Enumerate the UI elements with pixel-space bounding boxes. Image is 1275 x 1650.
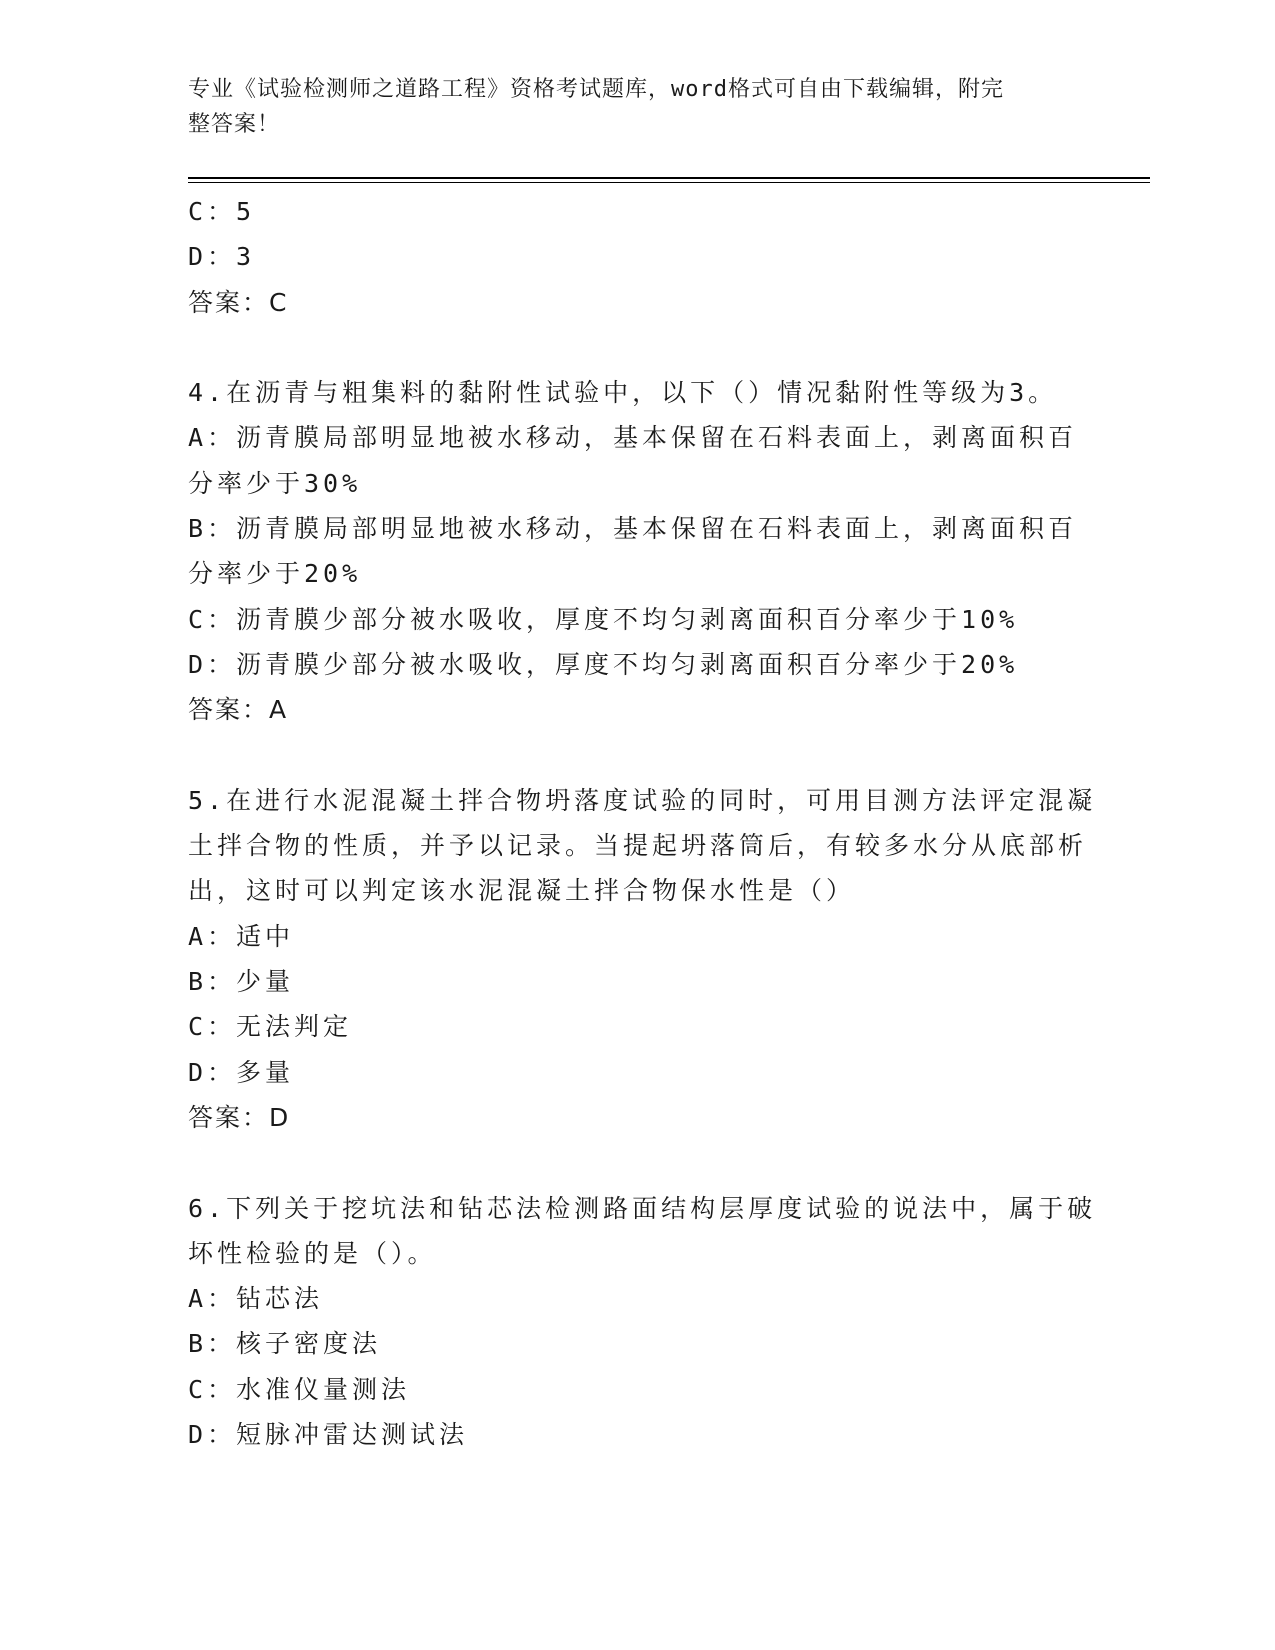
option-b-continued: 分率少于20% — [188, 559, 362, 589]
question-3-tail — [188, 189, 1088, 325]
header-divider-thin — [188, 182, 1150, 183]
question-stem: 6.下列关于挖坑法和钻芯法检测路面结构层厚度试验的说法中，属于破 — [188, 1193, 1097, 1223]
spacer — [188, 733, 1088, 778]
option-d: D：短脉冲雷达测试法 — [188, 1420, 469, 1450]
page-header — [188, 72, 1068, 142]
option-d: D：3 — [188, 242, 256, 272]
answer-label: 答案：C — [188, 287, 289, 317]
question-stem-continued: 土拌合物的性质，并予以记录。当提起坍落筒后，有较多水分从底部析 — [188, 831, 1088, 861]
option-a: A：适中 — [188, 921, 295, 951]
option-c: C：无法判定 — [188, 1012, 353, 1042]
question-stem: 4.在沥青与粗集料的黏附性试验中，以下（）情况黏附性等级为3。 — [188, 378, 1058, 408]
option-d: D：多量 — [188, 1057, 295, 1087]
header-text-line-1: 专业《试验检测师之道路工程》资格考试题库，word格式可自由下载编辑，附完 — [188, 77, 1004, 102]
spacer — [188, 325, 1088, 370]
spacer — [188, 1140, 1088, 1185]
option-d: D：沥青膜少部分被水吸收，厚度不均匀剥离面积百分率少于20% — [188, 649, 1019, 679]
question-stem-continued: 出，这时可以判定该水泥混凝土拌合物保水性是（） — [188, 876, 856, 906]
question-4 — [188, 370, 1088, 732]
option-c: C：水准仪量测法 — [188, 1374, 411, 1404]
option-a: A：钻芯法 — [188, 1284, 324, 1314]
header-text-line-2: 整答案！ — [188, 112, 281, 137]
question-content — [188, 189, 1097, 1457]
header-divider-thick — [188, 177, 1150, 179]
question-5 — [188, 778, 1097, 1140]
option-c: C：沥青膜少部分被水吸收，厚度不均匀剥离面积百分率少于10% — [188, 604, 1019, 634]
option-b: B：沥青膜局部明显地被水移动，基本保留在石料表面上，剥离面积百 — [188, 514, 1078, 544]
option-b: B：少量 — [188, 967, 295, 997]
option-a: A：沥青膜局部明显地被水移动，基本保留在石料表面上，剥离面积百 — [188, 423, 1078, 453]
option-b: B：核子密度法 — [188, 1329, 382, 1359]
question-stem: 5.在进行水泥混凝土拌合物坍落度试验的同时，可用目测方法评定混凝 — [188, 785, 1097, 815]
option-c: C：5 — [188, 197, 256, 226]
question-6 — [188, 1186, 1097, 1458]
answer-label: 答案：D — [188, 1102, 291, 1132]
answer-label: 答案：A — [188, 695, 289, 725]
question-stem-continued: 坏性检验的是（）。 — [188, 1238, 437, 1268]
option-a-continued: 分率少于30% — [188, 468, 362, 498]
